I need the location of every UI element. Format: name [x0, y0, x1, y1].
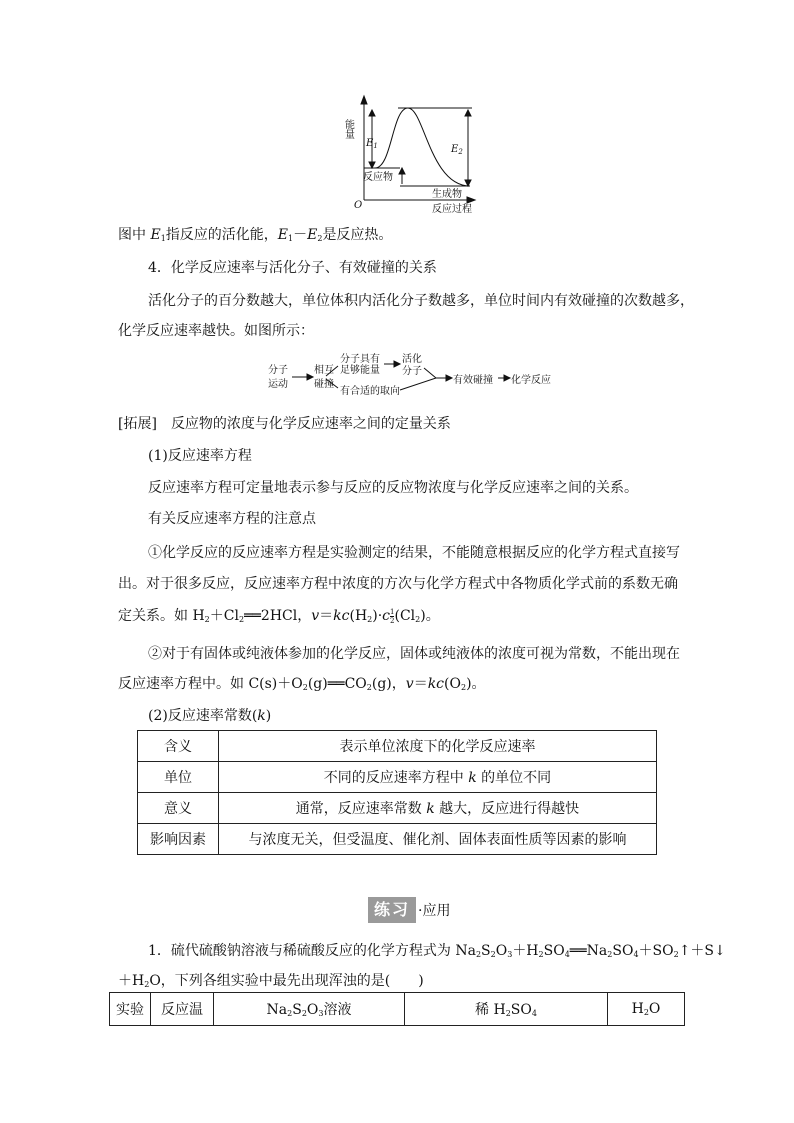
y-label: 能量 [342, 119, 354, 139]
question-1-line: 1．硫代硫酸钠溶液与稀硫酸反应的化学方程式为 $Na_2S_2O_3+H_2SO_4══Na_2SO_4+SO_2↑+S↓$ [148, 943, 726, 959]
svg-text:有效碰撞: 有效碰撞 [453, 375, 493, 386]
row-label: 含义 [138, 731, 219, 762]
row-value: 不同的反应速率方程中 k 的单位不同 [219, 762, 657, 793]
svg-text:化学反应: 化学反应 [511, 375, 551, 386]
header-temperature: 反应温 [151, 993, 214, 1026]
table-row [138, 824, 657, 855]
extension-heading: [拓展] 反应物的浓度与化学反应速率之间的定量关系 [118, 416, 451, 432]
svg-text:分子: 分子 [268, 365, 288, 376]
note-1-formula-line: 定关系。如 $H_2+Cl_2══2HCl$，$v=kc(H_2)\cdot c$ $\frac{1}{2}$ $(Cl_2)$。 [118, 607, 440, 625]
rate-constant-table [137, 730, 657, 855]
table-row [138, 731, 657, 762]
origin-label: O [354, 200, 363, 211]
product-label: 生成物 [432, 189, 462, 200]
energy-diagram [0, 0, 794, 220]
row-label: 单位 [138, 762, 219, 793]
practice-banner: 练习 ·应用 [368, 897, 450, 923]
experiment-table [109, 992, 685, 1026]
diagram-caption: 图中 $E_1$指反应的活化能，$E_1-E_2$是反应热。 [118, 227, 393, 243]
subheading-rate-constant: (2)反应速率常数(k) [148, 708, 272, 724]
table-row [138, 793, 657, 824]
note-2-line: ②对于有固体或纯液体参加的化学反应，固体或纯液体的浓度可视为常数，不能出现在 [148, 646, 680, 662]
notes-title: 有关反应速率方程的注意点 [148, 511, 316, 527]
e2-label: $E_2$ [451, 144, 463, 156]
note-1-line: ①化学反应的反应速率方程是实验测定的结果，不能随意根据反应的化学方程式直接写 [148, 545, 680, 561]
x-label: 反应过程 [432, 204, 472, 215]
header-experiment: 实验 [110, 993, 151, 1026]
e1-label: $E_1$ [366, 138, 378, 150]
table-header-row [110, 993, 685, 1026]
section-heading-4: 4．化学反应速率与活化分子、有效碰撞的关系 [148, 260, 437, 276]
question-1-line: $+H_2O$，下列各组实验中最先出现浑浊的是( ) [118, 973, 424, 989]
paragraph-line: 活化分子的百分数越大，单位体积内活化分子数越多，单位时间内有效碰撞的次数越多， [148, 293, 694, 309]
row-value: 通常，反应速率常数 k 越大，反应进行得越快 [219, 793, 657, 824]
svg-text:分子: 分子 [402, 366, 422, 377]
svg-text:有合适的取向: 有合适的取向 [340, 386, 400, 397]
collision-flow-diagram [0, 350, 794, 410]
row-label: 影响因素 [138, 824, 219, 855]
svg-text:运动: 运动 [268, 379, 288, 390]
paragraph-line: 反应速率方程可定量地表示参与反应的反应物浓度与化学反应速率之间的关系。 [148, 480, 638, 496]
paragraph-line: 化学反应速率越快。如图所示： [118, 323, 314, 339]
svg-text:足够能量: 足够能量 [340, 365, 380, 376]
note-2-formula-line: 反应速率方程中。如 $C(s)+O_2(g)══CO_2(g)$，$v=kc(O_2)$。 [118, 676, 486, 692]
reactant-label: 反应物 [363, 172, 393, 183]
row-value: 表示单位浓度下的化学反应速率 [219, 731, 657, 762]
subheading-rate-equation: (1)反应速率方程 [148, 448, 252, 464]
svg-text:碰撞: 碰撞 [314, 379, 334, 390]
row-label: 意义 [138, 793, 219, 824]
note-1-line: 出。对于很多反应，反应速率方程中浓度的方次与化学方程式中各物质化学式前的系数无确 [118, 576, 678, 592]
header-na2s2o3: $Na_2S_2O_3$溶液 [214, 993, 405, 1026]
header-h2so4: 稀 $H_2SO_4$ [405, 993, 608, 1026]
svg-text:活化: 活化 [402, 354, 422, 365]
svg-text:分子具有: 分子具有 [340, 354, 380, 365]
row-value: 与浓度无关，但受温度、催化剂、固体表面性质等因素的影响 [219, 824, 657, 855]
svg-text:相互: 相互 [314, 365, 334, 376]
table-row [138, 762, 657, 793]
header-water: $H_2O$ [608, 993, 685, 1026]
